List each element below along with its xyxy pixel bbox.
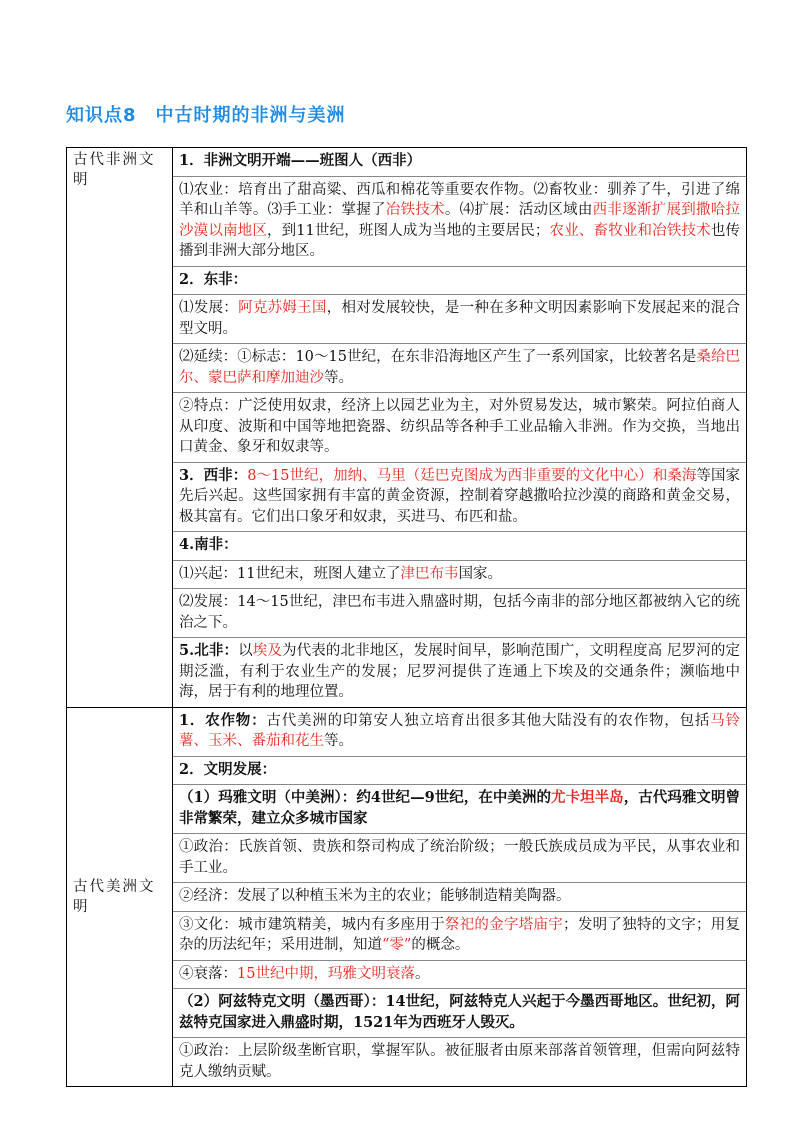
- america-label: 古代美洲文明: [73, 878, 156, 915]
- item-text: （2）阿兹特克文明（墨西哥）：14世纪，阿兹特克人兴起于今墨西哥地区。世纪初，阿兹特克国家进入鼎盛时期，1521年为西班牙人毁灭。: [179, 993, 740, 1031]
- section-title: 知识点8 中古时期的非洲与美洲: [66, 105, 346, 126]
- item-text: ⑵发展：14～15世纪，津巴布韦进入鼎盛时期，包括今南非的部分地区都被纳入它的统治之下。: [179, 594, 740, 631]
- item-text: ；发明了独特的文字；用复杂的历法纪年；采用进制，知道: [179, 916, 741, 953]
- africa-item: [173, 295, 746, 344]
- highlight-text: 15世纪中期，玛雅文明衰落: [237, 965, 415, 982]
- item-text: （1）玛雅文明（中美洲）：约4世纪—9世纪，在中美洲的: [179, 789, 552, 806]
- highlight-text: 冶铁技术: [385, 202, 445, 218]
- america-content: [173, 707, 747, 1087]
- item-text: ⑴农业：培育出了甜高粱、西瓜和棉花等重要农作物。⑵畜牧业：驯养了牛，引进了绵羊和山羊等。⑶手工业：掌握了: [179, 181, 740, 218]
- item-text: 等。: [324, 733, 353, 749]
- highlight-text: 埃及: [252, 643, 283, 659]
- item-text: 1．农作物：: [179, 711, 267, 729]
- highlight-text: 马铃薯、玉米、番茄和花生: [179, 712, 741, 749]
- africa-row: [67, 148, 747, 708]
- africa-item: [173, 267, 746, 296]
- item-text: 的概念。: [411, 937, 470, 953]
- america-item: [173, 883, 746, 912]
- africa-item: [173, 532, 746, 561]
- item-text: ⑴兴起：11世纪末，班图人建立了: [179, 565, 401, 582]
- item-text: 3．西非：: [179, 466, 248, 484]
- item-text: 。⑷扩展：活动区域由: [444, 202, 593, 218]
- item-text: 国家。: [458, 565, 502, 582]
- highlight-text: “零”: [382, 937, 412, 953]
- item-text: 等。: [324, 369, 353, 386]
- item-text: 也传播到非洲大部分地区。: [179, 222, 741, 259]
- item-text: 2．文明发展：: [179, 760, 277, 778]
- america-row: [67, 707, 747, 1087]
- item-text: 2．东非：: [179, 270, 248, 288]
- item-text: ，相对发展较快，是一种在多种文明因素影响下发展起来的混合型文明。: [179, 300, 741, 337]
- highlight-text: 农业、畜牧业和冶铁技术: [549, 222, 711, 239]
- item-text: 5.北非：: [179, 642, 239, 659]
- item-text: ③文化：城市建筑精美，城内有多座用于: [179, 916, 445, 933]
- item-text: ⑵延续：①标志：10～15世纪，在东非沿海地区产生了一系列国家，比较著名是: [179, 349, 697, 365]
- africa-item: [173, 393, 746, 463]
- africa-item: [173, 148, 746, 177]
- item-text: ①政治：上层阶级垄断官职，掌握军队。被征服者由原来部落首领管理，但需向阿兹特克人缴纳贡赋。: [179, 1043, 740, 1080]
- highlight-text: 西非逐渐扩展到撒哈拉沙漠以南地区: [179, 202, 741, 239]
- america-item: [173, 708, 746, 757]
- highlight-text: 阿克苏姆王国: [238, 300, 327, 316]
- africa-item: [173, 344, 746, 393]
- item-text: 1．非洲文明开端——班图人（西非）: [179, 152, 422, 169]
- highlight-text: 尤卡坦半岛: [551, 789, 624, 806]
- item-text: ④衰落：: [179, 965, 237, 982]
- america-label-cell: [67, 707, 173, 1087]
- africa-content: [173, 148, 747, 708]
- africa-item: [173, 463, 746, 533]
- africa-item: [173, 561, 746, 590]
- highlight-text: 祭祀的金字塔庙宇: [444, 916, 564, 933]
- america-item: [173, 961, 746, 990]
- item-text: ⑴发展：: [179, 300, 239, 316]
- item-text: 等国家先后兴起。这些国家拥有丰富的黄金资源，控制着穿越撒哈拉沙漠的商路和黄金交易，极其富有。它们出口象牙和奴隶，买进马、布匹和盐。: [179, 467, 740, 525]
- america-item: [173, 989, 746, 1038]
- america-item: [173, 1038, 746, 1086]
- america-item: [173, 757, 746, 786]
- item-text: ①政治：氏族首领、贵族和祭司构成了统治阶级；一般氏族成员成为平民，从事农业和手工业。: [179, 839, 740, 876]
- item-text: 以: [238, 643, 253, 659]
- highlight-text: 桑给巴尔、蒙巴萨和摩加迪沙: [179, 349, 741, 386]
- africa-label: 古代非洲文明: [67, 148, 173, 708]
- africa-item: [173, 177, 746, 267]
- america-item: [173, 834, 746, 883]
- africa-item: [173, 589, 746, 638]
- highlight-text: 津巴布韦: [400, 565, 459, 582]
- item-text: 4.南非：: [179, 536, 238, 553]
- item-text: 。: [414, 965, 430, 982]
- item-text: 为代表的北非地区，发展时间早，影响范围广，文明程度高 尼罗河的定期泛滥，有利于农业生产的发展；尼罗河提供了连通上下埃及的交通条件；濒临地中海，居于有利的地理位置。: [179, 643, 740, 700]
- america-item: [173, 912, 746, 961]
- america-item: [173, 785, 746, 834]
- item-text: ②经济：发展了以种植玉米为主的农业；能够制造精美陶器。: [179, 888, 571, 904]
- item-text: ②特点：广泛使用奴隶，经济上以园艺业为主，对外贸易发达，城市繁荣。阿拉伯商人从印度、波斯和中国等地把瓷器、纺织品等各种手工业品输入非洲。作为交换，当地出口黄金、象牙和奴隶等。: [179, 398, 740, 455]
- highlight-text: 8～15世纪，加纳、马里（廷巴克图成为西非重要的文化中心）和桑海: [247, 467, 697, 484]
- item-text: ，到11世纪，班图人成为当地的主要居民；: [266, 222, 550, 239]
- item-text: ，古代玛雅文明曾非常繁荣，建立众多城市国家: [179, 789, 741, 827]
- item-text: 古代美洲的印第安人独立培育出很多其他大陆没有的农作物，包括: [266, 712, 711, 729]
- africa-item: [173, 638, 746, 707]
- knowledge-table: [66, 147, 747, 1087]
